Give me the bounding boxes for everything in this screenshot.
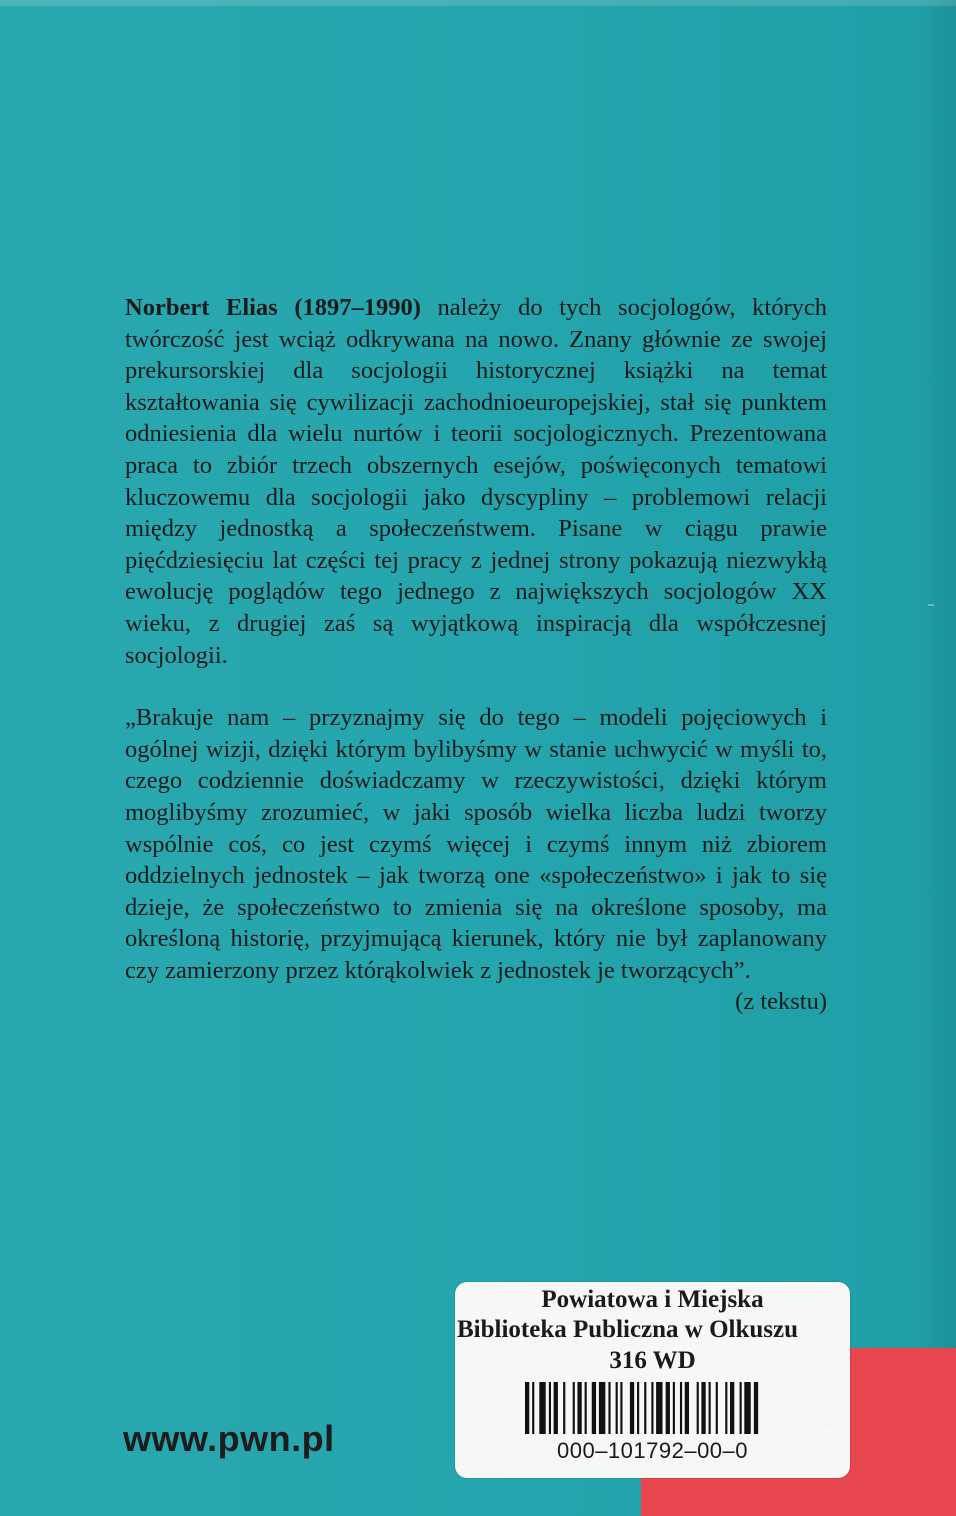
- cover-scuff: [928, 604, 934, 606]
- library-label: [455, 1282, 850, 1478]
- cover-scuff: [818, 1430, 832, 1433]
- library-name-line1: Powiatowa i Miejska: [541, 1286, 764, 1313]
- blurb-intro-text: należy do tych socjologów, których twórczość jest wciąż odkrywana na nowo. Znany głównie ze swojej prekursorskiej dla socjologii historycznej książki na temat kształtowania się cywilizacji zachodnioeuropejskiej, stał się punktem odniesienia dla wielu nurtów i teorii socjologicznych. Prezentowana praca to zbiór trzech obszernych esejów, poświęconych tematowi kluczowemu dla socjologii jako dyscypliny – problemowi relacji między jednostką a społeczeństwem. Pisane w ciągu prawie pięćdziesięciu lat części tej pracy z jednej strony pokazują niezwykłą ewolucję poglądów tego jednego z największych socjologów XX wieku, z drugiej zaś są wyjątkową inspiracją dla współczesnej socjologii.: [125, 294, 827, 669]
- blurb-quote: „Brakuje nam – przyznajmy się do tego – modeli pojęciowych i ogólnej wizji, dzięki którym bylibyśmy w stanie uchwycić w myśli to, czego codziennie doświadczamy w rzeczywistości, dzięki którym moglibyśmy zrozumieć, w jaki sposób wielka liczba ludzi tworzy wspólnie coś, co jest czymś więcej i czymś innym niż zbiorem oddzielnych jednostek – jak tworzą one «społeczeństwo» i jak to się dzieje, że społeczeństwo to zmienia się na określone sposoby, ma określoną historię, przyjmującą kierunek, który nie był zaplanowany czy zamierzony przez którąkolwiek z jednostek je tworzących”.: [125, 704, 827, 984]
- barcode-icon: [525, 1382, 761, 1434]
- cover-top-edge: [0, 0, 956, 6]
- blurb-paragraph-intro: [125, 292, 827, 671]
- call-number: 316 WD: [609, 1347, 696, 1374]
- cover-blurb: [125, 292, 827, 1018]
- author-name: Norbert Elias (1897–1990): [125, 294, 421, 321]
- publisher-website: www.pwn.pl: [123, 1418, 335, 1459]
- cover-right-edge: [916, 0, 956, 1516]
- library-name-line2: Biblioteka Publiczna w Olkuszu: [457, 1316, 799, 1343]
- barcode-number: 000–101792–00–0: [556, 1438, 749, 1463]
- quote-source: (z tekstu): [735, 988, 827, 1016]
